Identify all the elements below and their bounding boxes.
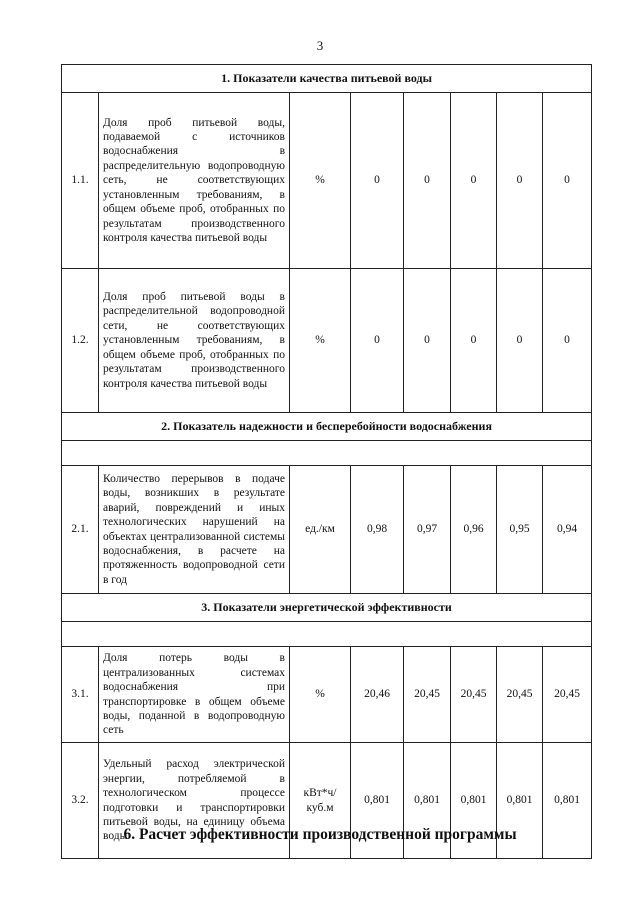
row-description: Количество перерывов в подаче воды, возникших в результате аварий, повреждений и иных технологических нарушений на объектах централизованной системы водоснабжения, в расчете на протяженность водопроводной сети в год (99, 466, 290, 594)
row-description: Удельный расход электрической энергии, потребляемой в технологическом процессе подготовки и транспортировки питьевой воды, на единицу объема воды (99, 743, 290, 859)
row-description: Доля проб питьевой воды, подаваемой с источников водоснабжения в распределительную водопроводную сеть, не соответствующих установленным требованиям, в общем объеме проб, отобранных по результатам производственного контроля качества питьевой воды (99, 93, 290, 269)
value-cell: 0 (497, 93, 543, 269)
value-cell: 20,46 (351, 647, 404, 743)
value-cell: 20,45 (451, 647, 497, 743)
value-cell: 0,96 (451, 466, 497, 594)
value-cell: 0 (351, 93, 404, 269)
row-number: 1.2. (62, 269, 99, 413)
spacer-cell (62, 441, 592, 466)
value-cell: 0,801 (404, 743, 451, 859)
section-header-energy (62, 594, 592, 622)
value-cell: 0,801 (543, 743, 592, 859)
section-heading: 6. Расчет эффективности производственной программы (123, 826, 517, 843)
page-number: 3 (316, 38, 324, 53)
value-cell: 0,98 (351, 466, 404, 594)
section-title: 2. Показатель надежности и бесперебойности водоснабжения (62, 413, 592, 441)
table-row (62, 269, 592, 413)
table-row (62, 93, 592, 269)
value-cell: 0,801 (351, 743, 404, 859)
spacer-row (62, 622, 592, 647)
value-cell: 0,95 (497, 466, 543, 594)
spacer-cell (62, 622, 592, 647)
value-cell: 0 (351, 269, 404, 413)
row-description: Доля проб питьевой воды в распределительной водопроводной сети, не соответствующих установленным требованиям, в общем объеме проб, отобранных по результатам производственного контроля качества питьевой воды (99, 269, 290, 413)
section-header-reliability (62, 413, 592, 441)
value-cell: 20,45 (543, 647, 592, 743)
value-cell: 0 (497, 269, 543, 413)
row-number: 1.1. (62, 93, 99, 269)
row-unit: % (290, 269, 351, 413)
row-unit: % (290, 93, 351, 269)
spacer-row (62, 441, 592, 466)
value-cell: 0 (543, 93, 592, 269)
value-cell: 0 (451, 269, 497, 413)
section-title: 1. Показатели качества питьевой воды (62, 65, 592, 93)
value-cell: 0 (404, 269, 451, 413)
table-row (62, 466, 592, 594)
row-unit: % (290, 647, 351, 743)
row-unit: ед./км (290, 466, 351, 594)
row-description: Доля потерь воды в централизованных системах водоснабжения при транспортировке в общем объеме воды, поданной в водопроводную сеть (99, 647, 290, 743)
value-cell: 20,45 (497, 647, 543, 743)
value-cell: 20,45 (404, 647, 451, 743)
table-row (62, 647, 592, 743)
value-cell: 0,801 (497, 743, 543, 859)
indicators-table (61, 64, 592, 859)
section-title: 3. Показатели энергетической эффективности (62, 594, 592, 622)
value-cell: 0,94 (543, 466, 592, 594)
row-number: 2.1. (62, 466, 99, 594)
row-number: 3.1. (62, 647, 99, 743)
row-unit: кВт*ч/ куб.м (290, 743, 351, 859)
row-number: 3.2. (62, 743, 99, 859)
value-cell: 0,801 (451, 743, 497, 859)
value-cell: 0 (404, 93, 451, 269)
value-cell: 0 (451, 93, 497, 269)
value-cell: 0,97 (404, 466, 451, 594)
value-cell: 0 (543, 269, 592, 413)
section-header-quality (62, 65, 592, 93)
